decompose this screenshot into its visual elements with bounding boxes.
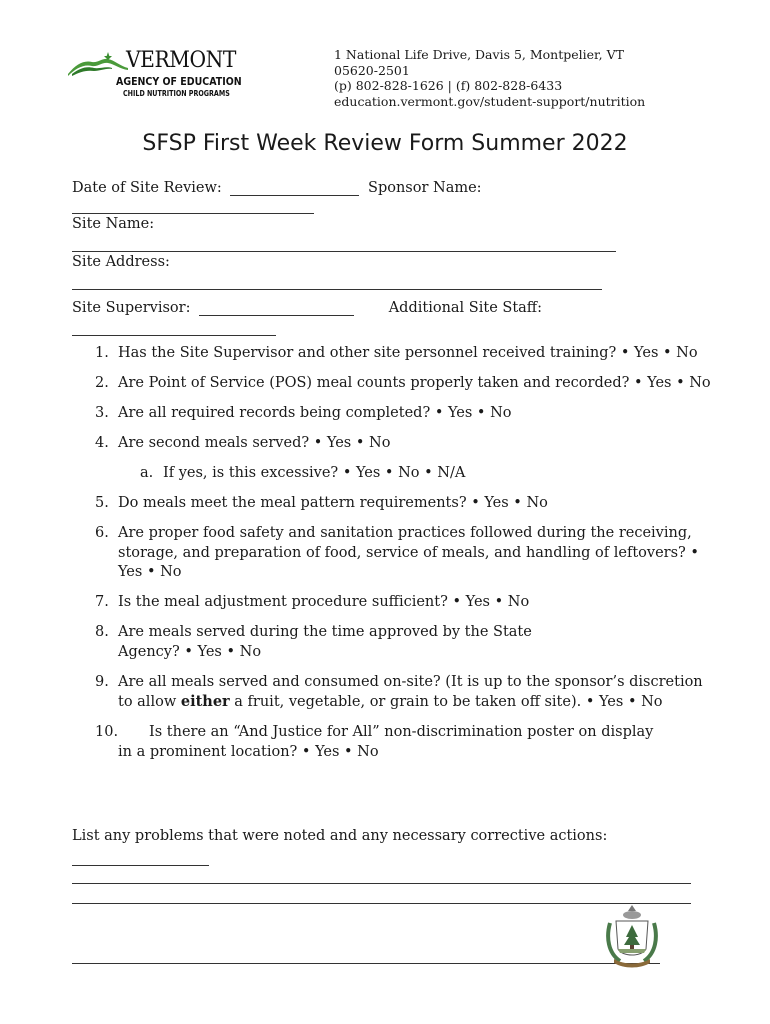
- question-text: Do meals meet the meal pattern requirements? • Yes • No: [118, 495, 548, 511]
- review-questions-list: [72, 344, 712, 773]
- page-title: SFSP First Week Review Form Summer 2022: [142, 131, 628, 156]
- site-address-label: Site Address:: [72, 254, 170, 270]
- logo-program-line: CHILD NUTRITION PROGRAMS: [123, 89, 230, 98]
- question-item: 9. Are all meals served and consumed on-site? (It is up to the sponsor’s discretion to allow either a fruit, vegetable, or grain to be taken off site). • Yes • No: [95, 673, 703, 710]
- question-item: 6. Are proper food safety and sanitation practices followed during the receiving, storage, and preparation of food, service of meals, and handling of leftovers? • Yes • No: [95, 525, 699, 580]
- site-supervisor-row: [72, 299, 542, 316]
- question-item: 7. Is the meal adjustment procedure sufficient? • Yes • No: [95, 594, 530, 610]
- address-zip: 05620-2501: [334, 62, 410, 78]
- question-text: If yes, is this excessive? • Yes • No • N/A: [163, 465, 466, 481]
- question-text: Are second meals served? • Yes • No: [118, 435, 391, 451]
- question-text: Are all meals served and consumed on-site? (It is up to the sponsor’s discretion to allow: [118, 673, 703, 710]
- date-of-site-review-label: Date of Site Review:: [72, 180, 222, 196]
- sub-question-item: a. If yes, is this excessive? • Yes • No • N/A: [140, 465, 466, 481]
- question-item: 3. Are all required records being completed? • Yes • No: [95, 405, 512, 421]
- contact-address-block: [334, 47, 645, 109]
- site-name-label: Site Name:: [72, 216, 155, 232]
- question-text-cont: in a prominent location? • Yes • No: [118, 743, 379, 760]
- problems-line-1[interactable]: [72, 865, 209, 866]
- site-supervisor-label: Site Supervisor:: [72, 300, 191, 316]
- additional-site-staff-field[interactable]: [72, 335, 276, 336]
- question-item: 10. Is there an “And Justice for All” non-discrimination poster on display in a prominent location? • Yes • No: [95, 724, 654, 760]
- question-text: Are Point of Service (POS) meal counts properly taken and recorded? • Yes • No: [118, 375, 711, 391]
- site-supervisor-field[interactable]: [199, 299, 354, 316]
- vermont-seal-icon: [600, 903, 664, 969]
- sponsor-name-label: Sponsor Name:: [368, 180, 482, 196]
- question-text: Are proper food safety and sanitation practices followed during the receiving, storage, and preparation of food, service of meals, and handling of leftovers? • Yes • No: [118, 525, 699, 580]
- question-text: Are meals served during the time approved by the State Agency? • Yes • No: [118, 624, 532, 660]
- sponsor-name-field[interactable]: [72, 213, 314, 214]
- address-line: 1 National Life Drive, Davis 5, Montpelier, VT: [334, 47, 624, 62]
- question-text: Is there an “And Justice for All” non-discrimination poster on display: [149, 724, 654, 740]
- question-item: 5. Do meals meet the meal pattern requirements? • Yes • No: [95, 495, 548, 511]
- problems-line-3[interactable]: [72, 903, 691, 904]
- question-item: 4. Are second meals served? • Yes • No: [95, 435, 391, 451]
- question-text-cont: a fruit, vegetable, or grain to be taken off site). • Yes • No: [229, 694, 663, 710]
- logo-agency-line: AGENCY OF EDUCATION: [116, 76, 242, 88]
- question-text: Has the Site Supervisor and other site personnel received training? • Yes • No: [118, 345, 698, 361]
- website-link[interactable]: education.vermont.gov/student-support/nutrition: [334, 93, 646, 109]
- problems-label: List any problems that were noted and any necessary corrective actions:: [72, 828, 608, 844]
- date-sponsor-row: [72, 179, 482, 196]
- logo-wordmark: VERMONT: [126, 48, 236, 73]
- date-of-site-review-field[interactable]: [230, 179, 359, 196]
- vermont-aoe-logo: [66, 48, 242, 106]
- question-item: 8. Are meals served during the time approved by the State Agency? • Yes • No: [95, 624, 532, 660]
- site-address-field[interactable]: [72, 289, 602, 290]
- question-item: 2. Are Point of Service (POS) meal counts properly taken and recorded? • Yes • No: [95, 375, 711, 391]
- problems-line-4[interactable]: [72, 963, 660, 964]
- site-name-field[interactable]: [72, 251, 616, 252]
- question-text: Are all required records being completed? • Yes • No: [118, 405, 512, 421]
- problems-line-2[interactable]: [72, 883, 691, 884]
- phone-fax: (p) 802-828-1626 | (f) 802-828-6433: [334, 78, 563, 93]
- question-text: Is the meal adjustment procedure sufficient? • Yes • No: [118, 594, 530, 610]
- additional-site-staff-label: Additional Site Staff:: [388, 300, 542, 316]
- emphasis-text: either: [180, 693, 230, 710]
- question-item: 1. Has the Site Supervisor and other site personnel received training? • Yes • No: [95, 345, 698, 361]
